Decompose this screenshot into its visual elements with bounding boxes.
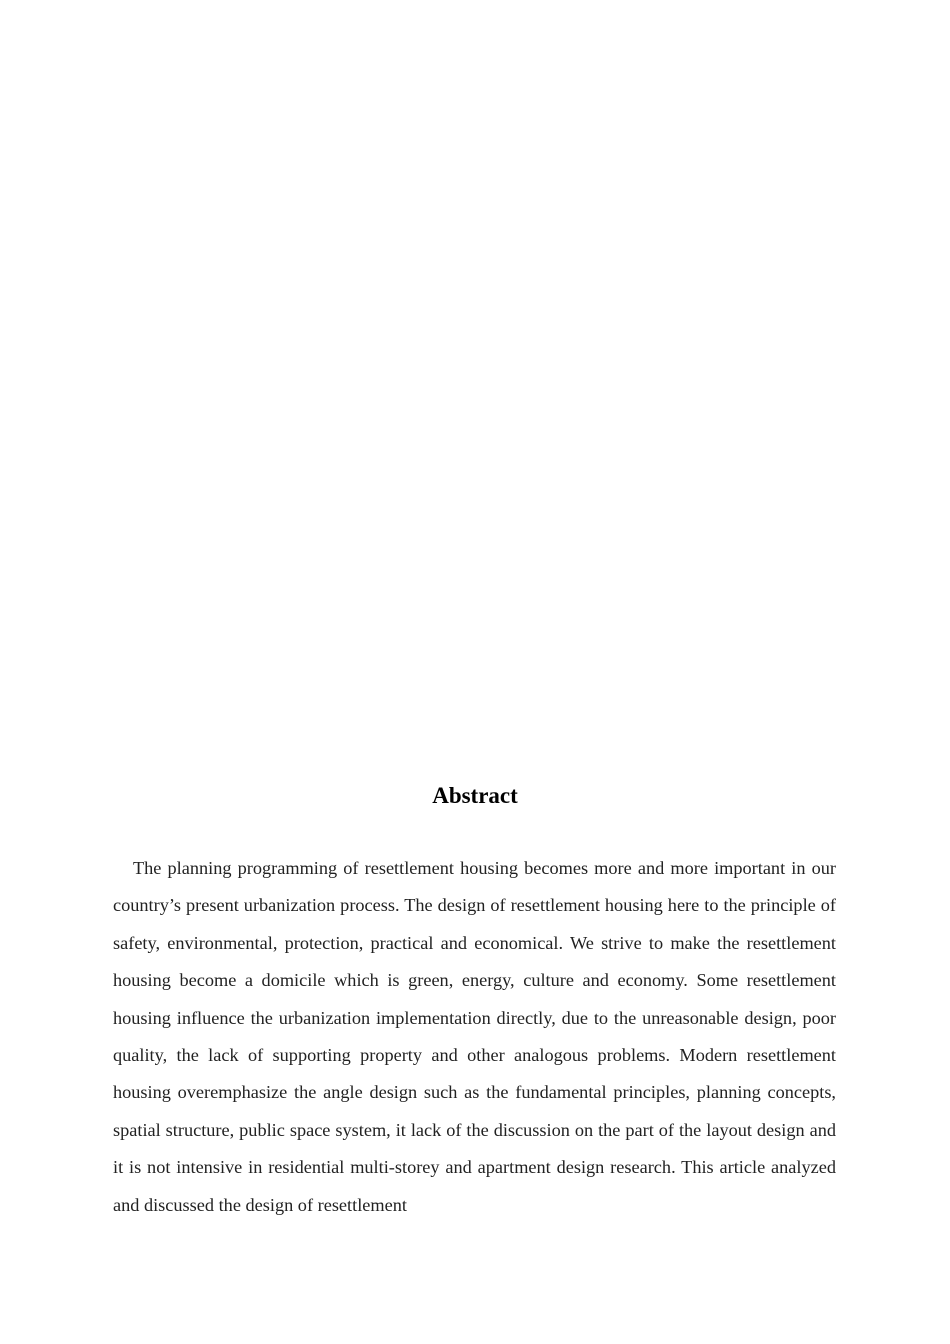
- abstract-paragraph: The planning programming of resettlement housing becomes more and more important in our country’s present urbanization process. The design of resettlement housing here to the principle of safety, environmental, protection, practical and economical. We strive to make the resettlement housing become a domicile which is green, energy, culture and economy. Some resettlement housing influence the urbanization implementation directly, due to the unreasonable design, poor quality, the lack of supporting property and other analogous problems. Modern resettlement housing overemphasize the angle design such as the fundamental principles, planning concepts, spatial structure, public space system, it lack of the discussion on the part of the layout design and it is not intensive in residential multi-storey and apartment design research. This article analyzed and discussed the design of resettlement: [113, 858, 836, 1215]
- abstract-heading: Abstract: [432, 783, 518, 808]
